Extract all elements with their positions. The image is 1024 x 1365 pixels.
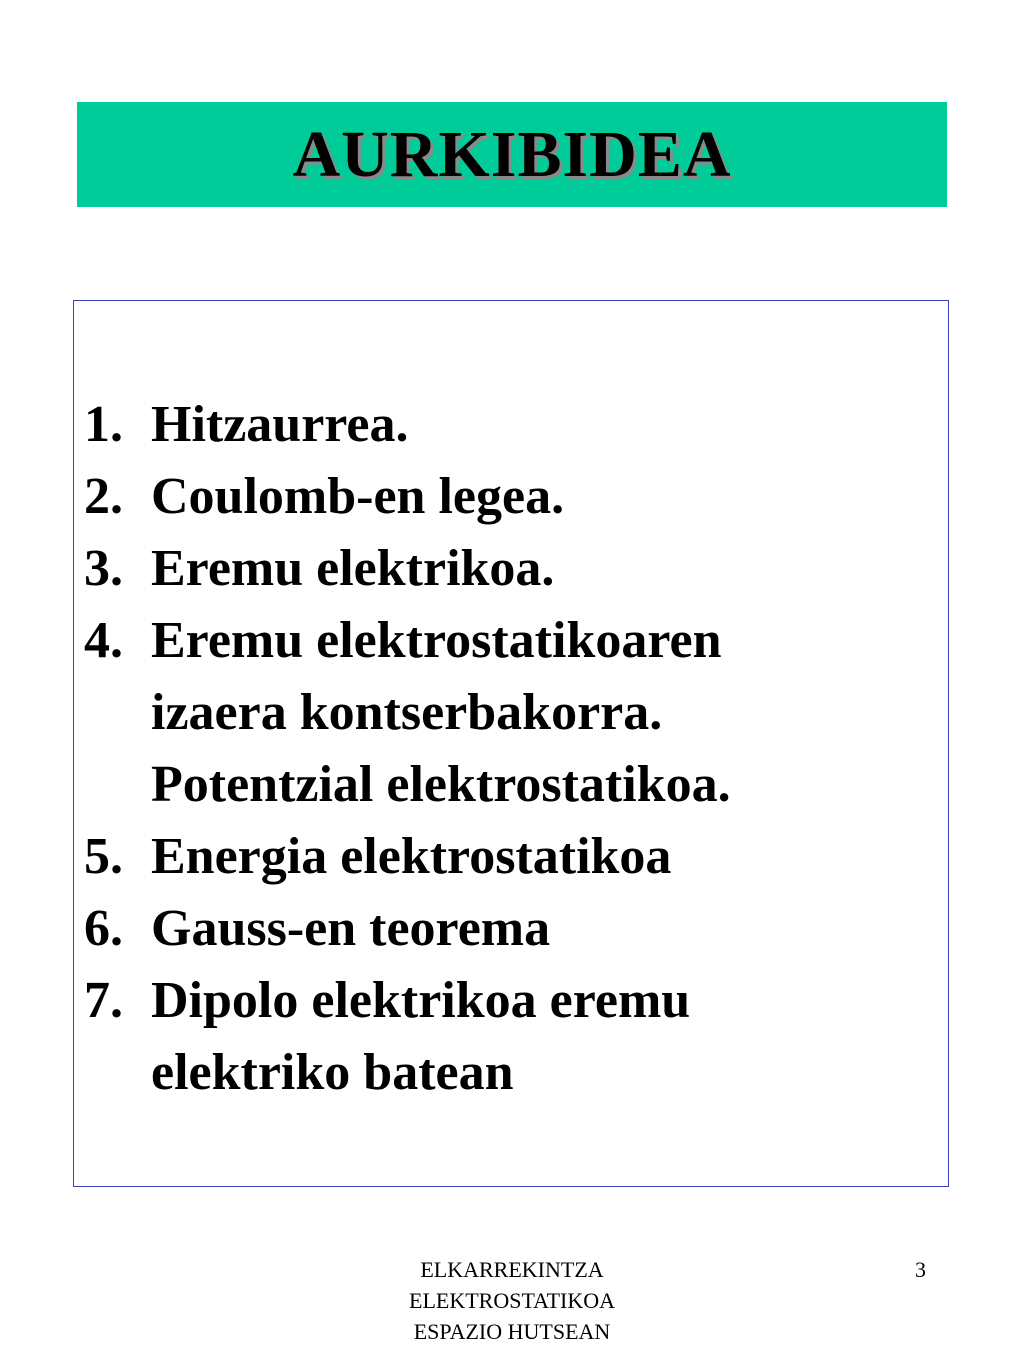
toc-box [73, 300, 949, 1187]
footer-line: ESPAZIO HUTSEAN [413, 1319, 611, 1344]
toc-number: 3. [84, 540, 123, 597]
toc-text: elektriko batean [151, 1044, 514, 1101]
toc-number: 2. [84, 468, 123, 525]
page-title: AURKIBIDEA [292, 117, 732, 191]
toc-number: 7. [84, 972, 123, 1029]
title-banner [77, 102, 947, 207]
toc-number: 6. [84, 900, 123, 957]
toc-item-2 [74, 461, 731, 533]
toc-text: Hitzaurrea. [151, 396, 409, 453]
toc-text: Eremu elektrostatikoaren [151, 612, 722, 669]
page-number: 3 [915, 1257, 926, 1282]
footer-line: ELKARREKINTZA [420, 1257, 604, 1282]
toc-item-3 [74, 533, 731, 605]
toc-text: Potentzial elektrostatikoa. [151, 756, 731, 813]
toc-number: 4. [84, 612, 123, 669]
toc-text: Energia elektrostatikoa [151, 828, 672, 885]
footer-line: ELEKTROSTATIKOA [409, 1288, 615, 1313]
toc-text: Dipolo elektrikoa eremu [151, 972, 691, 1029]
toc-text: Coulomb-en legea. [151, 468, 565, 525]
toc-text: Eremu elektrikoa. [151, 540, 555, 597]
toc-text: izaera kontserbakorra. [151, 684, 663, 741]
toc-text: Gauss-en teorema [151, 900, 551, 957]
toc-item-1 [74, 389, 731, 461]
footer-title [312, 1254, 712, 1347]
toc-item-5 [74, 821, 731, 893]
toc-number: 5. [84, 828, 123, 885]
toc-item-7 [74, 965, 731, 1109]
toc-list [74, 389, 731, 1109]
toc-number: 1. [84, 396, 123, 453]
toc-item-4 [74, 605, 731, 821]
toc-item-6 [74, 893, 731, 965]
